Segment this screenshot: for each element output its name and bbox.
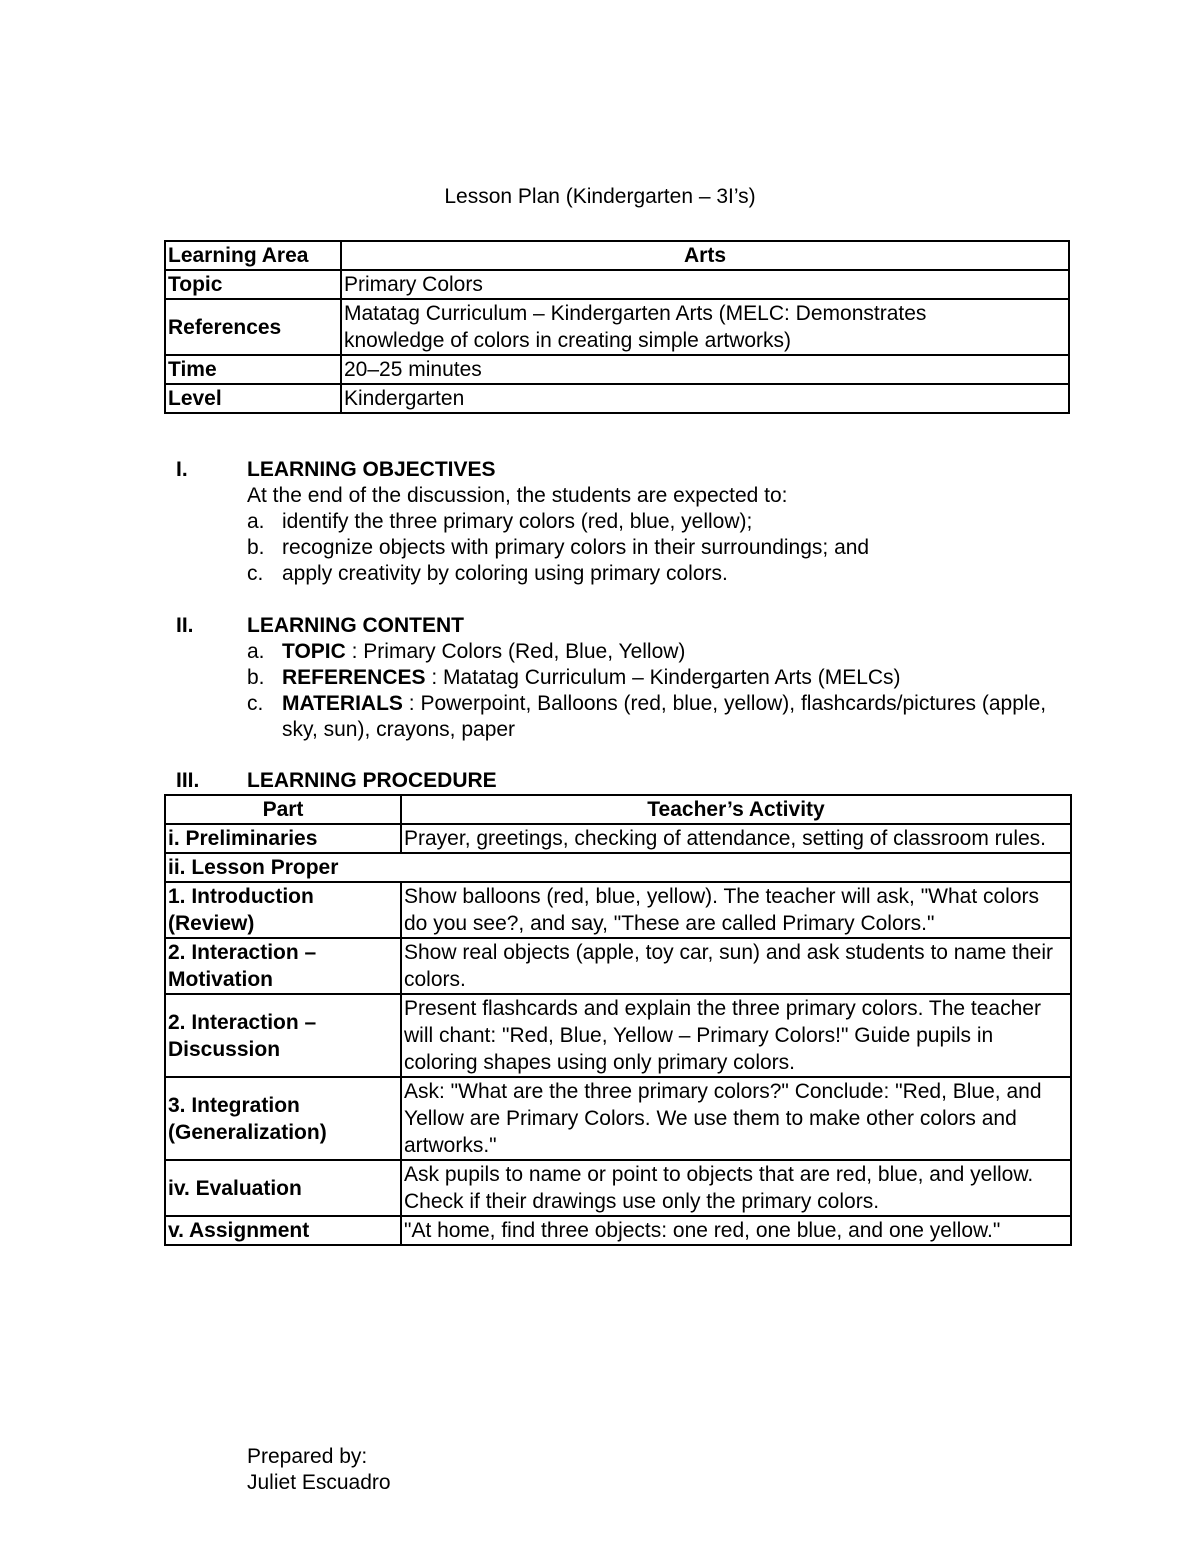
part-cell: [165, 1077, 401, 1160]
table-row: [165, 938, 1071, 994]
activity-cell: Ask pupils to name or point to objects that are red, blue, and yellow. Check if their drawings use only the primary colors.: [401, 1160, 1071, 1216]
part-line: Discussion: [168, 1037, 281, 1061]
procedure-table: [164, 794, 1072, 1246]
objectives-heading: [176, 457, 496, 483]
list-marker: c.: [247, 692, 264, 715]
objectives-number: I.: [176, 458, 188, 481]
content-item-label: REFERENCES: [282, 666, 426, 689]
table-row: [165, 1216, 1071, 1245]
table-row: [165, 1160, 1071, 1216]
part-cell: iv. Evaluation: [165, 1160, 401, 1216]
table-row: [165, 882, 1071, 938]
references-line-2: knowledge of colors in creating simple artworks): [344, 329, 792, 352]
content-item: [247, 691, 1077, 743]
part-column-header: Part: [165, 795, 401, 824]
author-name: Juliet Escuadro: [247, 1471, 391, 1494]
activity-cell: Ask: "What are the three primary colors?" Conclude: "Red, Blue, and Yellow are Primary Colors. We use them to make other colors and artworks.": [401, 1077, 1071, 1160]
part-cell: [165, 938, 401, 994]
references-line-1: Matatag Curriculum – Kindergarten Arts (MELC: Demonstrates: [344, 302, 927, 325]
content-heading: [176, 613, 464, 639]
learning-area-label: Learning Area: [165, 241, 341, 270]
level-label: Level: [165, 384, 341, 413]
objective-item: [247, 509, 1077, 535]
part-line: 3. Integration: [168, 1093, 300, 1117]
prepared-by: [247, 1444, 391, 1496]
procedure-title: LEARNING PROCEDURE: [247, 769, 497, 792]
time-row: [165, 355, 1069, 384]
objectives-block: [247, 483, 1077, 587]
references-label: References: [165, 299, 341, 355]
activity-cell: Show real objects (apple, toy car, sun) and ask students to name their colors.: [401, 938, 1071, 994]
activity-cell: Present flashcards and explain the three primary colors. The teacher will chant: "Red, Blue, Yellow – Primary Colors!" Guide pupils in coloring shapes using only primary colors.: [401, 994, 1071, 1077]
part-line: 1. Introduction: [168, 885, 314, 908]
table-row: [165, 1077, 1071, 1160]
content-item-text: : Matatag Curriculum – Kindergarten Arts (MELCs): [425, 666, 901, 689]
list-marker: a.: [247, 640, 265, 663]
part-cell: v. Assignment: [165, 1216, 401, 1245]
objective-text: recognize objects with primary colors in their surroundings; and: [282, 536, 870, 559]
info-header-row: [165, 241, 1069, 270]
procedure-heading: [176, 768, 497, 794]
level-row: [165, 384, 1069, 413]
procedure-header-row: [165, 795, 1071, 824]
content-item: [247, 665, 1077, 691]
references-value: [341, 299, 1069, 355]
topic-label: Topic: [165, 270, 341, 299]
part-line: Motivation: [168, 968, 273, 991]
list-marker: c.: [247, 562, 264, 585]
part-cell: [165, 882, 401, 938]
content-block: [247, 639, 1077, 743]
page-title: Lesson Plan (Kindergarten – 3I’s): [444, 185, 756, 208]
procedure-number: III.: [176, 769, 200, 792]
content-item-label: TOPIC: [282, 640, 346, 663]
topic-value: Primary Colors: [341, 270, 1069, 299]
part-line: 2. Interaction –: [168, 941, 317, 964]
part-line: (Review): [168, 912, 255, 935]
lesson-proper-cell: ii. Lesson Proper: [165, 853, 1071, 882]
table-row: [165, 994, 1071, 1077]
part-line: 2. Interaction –: [168, 1010, 317, 1034]
content-title: LEARNING CONTENT: [247, 614, 464, 637]
time-value: 20–25 minutes: [341, 355, 1069, 384]
activity-cell: "At home, find three objects: one red, one blue, and one yellow.": [401, 1216, 1071, 1245]
content-item-label: MATERIALS: [282, 692, 403, 715]
part-cell: i. Preliminaries: [165, 824, 401, 853]
objective-text: identify the three primary colors (red, blue, yellow);: [282, 510, 753, 533]
lesson-info-table: [164, 240, 1070, 414]
content-item-text: : Powerpoint, Balloons (red, blue, yellow), flashcards/pictures (apple, sky, sun), crayons, paper: [282, 692, 1047, 741]
time-label: Time: [165, 355, 341, 384]
list-marker: a.: [247, 510, 265, 533]
content-number: II.: [176, 614, 194, 637]
topic-row: [165, 270, 1069, 299]
objective-text: apply creativity by coloring using primary colors.: [282, 562, 728, 585]
objective-item: [247, 535, 1077, 561]
activity-column-header: Teacher’s Activity: [401, 795, 1071, 824]
list-marker: b.: [247, 666, 265, 689]
part-line: (Generalization): [168, 1120, 327, 1144]
prepared-by-label: Prepared by:: [247, 1445, 368, 1468]
activity-cell: Show balloons (red, blue, yellow). The teacher will ask, "What colors do you see?, and say, "These are called Primary Colors.": [401, 882, 1071, 938]
table-row: [165, 853, 1071, 882]
objectives-title: LEARNING OBJECTIVES: [247, 458, 496, 481]
learning-area-value: Arts: [341, 241, 1069, 270]
table-row: [165, 824, 1071, 853]
content-item-text: : Primary Colors (Red, Blue, Yellow): [345, 640, 686, 663]
part-cell: [165, 994, 401, 1077]
activity-cell: Prayer, greetings, checking of attendance, setting of classroom rules.: [401, 824, 1071, 853]
content-item: [247, 639, 1077, 665]
objective-item: [247, 561, 1077, 587]
objectives-intro: At the end of the discussion, the students are expected to:: [247, 484, 788, 507]
level-value: Kindergarten: [341, 384, 1069, 413]
references-row: [165, 299, 1069, 355]
list-marker: b.: [247, 536, 265, 559]
